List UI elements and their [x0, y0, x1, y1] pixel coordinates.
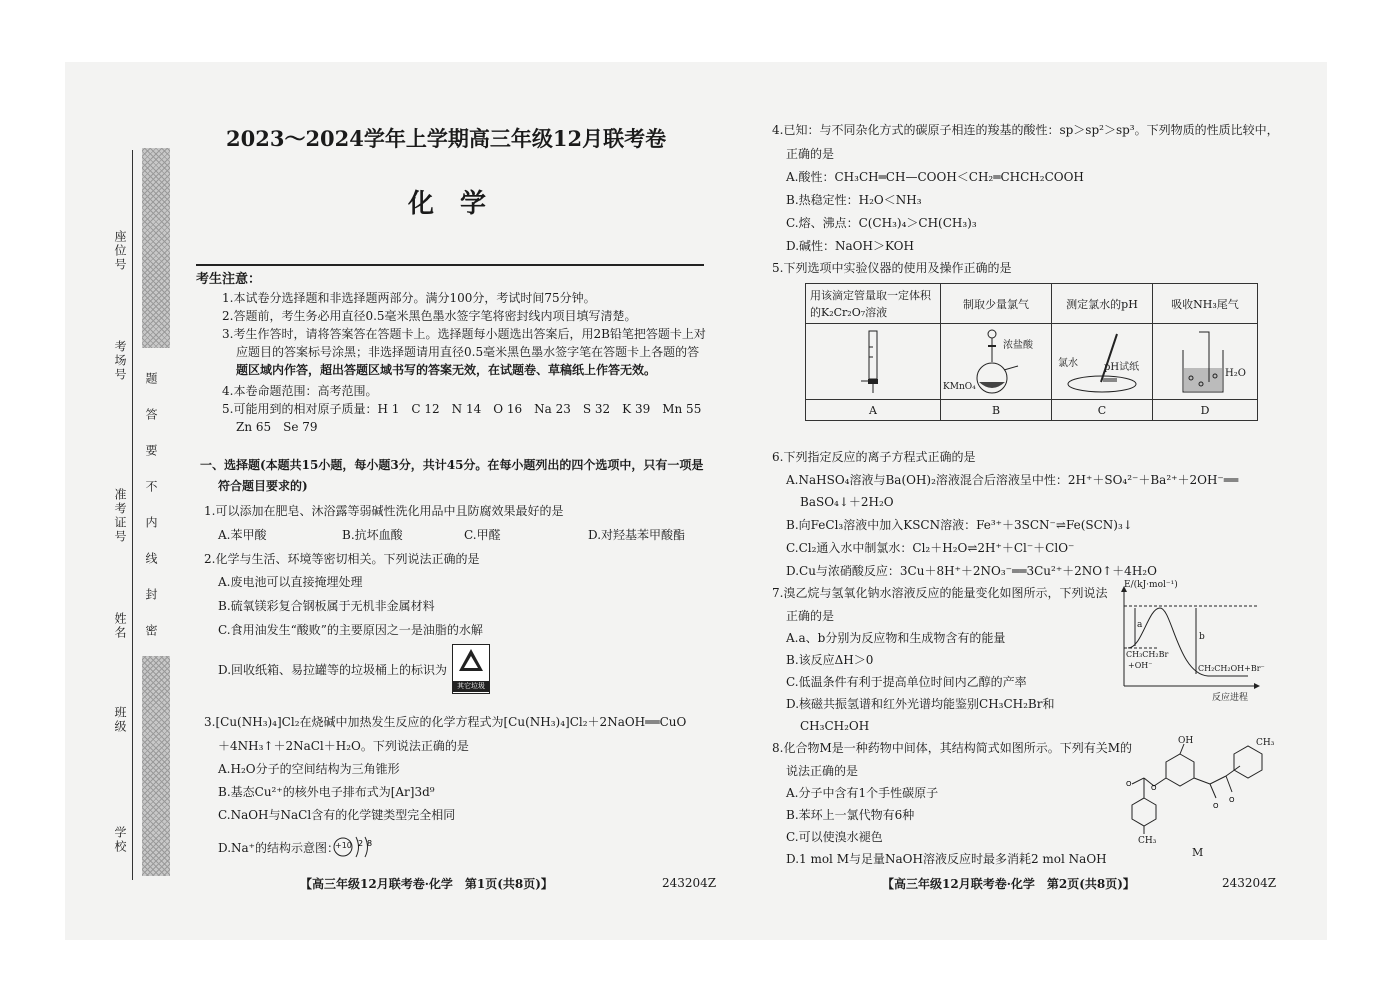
reaction-coordinate-label: 反应进程	[1212, 693, 1249, 703]
energy-label-b: b	[1199, 632, 1205, 642]
seal-char: 线	[144, 552, 158, 566]
footer-left-text: 【高三年级12月联考卷·化学 第1页(共8页)】	[300, 877, 553, 891]
q4-option-d: D.碱性：NaOH＞KOH	[786, 239, 914, 253]
q1-stem: 1.可以添加在肥皂、沐浴露等弱碱性洗化用品中且防腐效果最好的是	[204, 504, 564, 518]
q7-option-d-1: D.核磁共振氢谱和红外光谱均能鉴别CH₃CH₂Br和	[786, 697, 1055, 711]
q5-label-a: A	[806, 400, 941, 421]
energy-axis-label: E/(kJ·mol⁻¹)	[1124, 580, 1178, 590]
name-label: 姓名	[113, 612, 127, 640]
q7-stem-2: 正确的是	[786, 609, 835, 623]
logo-text: 其它垃圾	[453, 681, 489, 692]
na-ion-structure-diagram	[332, 834, 380, 864]
q5-chlorine-apparatus	[941, 324, 1052, 400]
seal-char: 封	[144, 588, 158, 602]
q8-stem-2: 说法正确的是	[786, 764, 859, 778]
burette-icon	[853, 327, 893, 397]
q8-option-b: B.苯环上一氯代物有6种	[786, 808, 915, 822]
notice-item: 2.答题前，考生务必用直径0.5毫米黑色墨水签字笔将密封线内项目填写清楚。	[222, 309, 637, 323]
notice-item: 题区域内作答，超出答题区域书写的答案无效，在试题卷、草稿纸上作答无效。	[236, 363, 657, 377]
q4-stem-1: 4.已知：与不同杂化方式的碳原子相连的羧基的酸性：sp＞sp²＞sp³。下列物质的性质比较中，	[772, 123, 1279, 137]
reactant-label-1: CH₃CH₂Br	[1126, 650, 1169, 659]
q1-option-d: D.对羟基苯甲酸酯	[588, 528, 686, 542]
header-divider	[196, 264, 704, 266]
q4-option-a: A.酸性：CH₃CH═CH—COOH＜CH₂═CHCH₂COOH	[786, 170, 1084, 184]
q6-option-c: C.Cl₂通入水中制氯水：Cl₂＋H₂O⇌2H⁺＋Cl⁻＋ClO⁻	[786, 541, 1075, 555]
energy-label-a: a	[1137, 620, 1143, 630]
chlorine-water-label: 氯水	[1058, 358, 1078, 369]
seal-char: 答	[144, 408, 158, 422]
seal-char: 不	[144, 480, 158, 494]
exam-title: 2023～2024学年上学期高三年级12月联考卷	[226, 126, 667, 151]
kmno4-label: KMnO₄	[943, 382, 976, 392]
q2-option-a: A.废电池可以直接掩埋处理	[218, 575, 363, 589]
q1-option-c: C.甲醛	[464, 528, 501, 542]
q3-stem-1: 3.[Cu(NH₃)₄]Cl₂在烧碱中加热发生反应的化学方程式为[Cu(NH₃)₄]Cl₂＋2NaOH══CuO	[204, 715, 687, 729]
q7-option-d-2: CH₃CH₂OH	[800, 719, 870, 733]
q1-option-b: B.抗坏血酸	[342, 528, 403, 542]
q2-option-c: C.食用油发生“酸败”的主要原因之一是油脂的水解	[218, 623, 483, 637]
svg-text:O: O	[1213, 802, 1219, 810]
admission-no-label: 准考证号	[113, 488, 127, 544]
q8-option-c: C.可以使溴水褪色	[786, 830, 883, 844]
q5-label-b: B	[941, 400, 1052, 421]
q5-burette-image	[806, 324, 941, 400]
q3-option-d: D.Na⁺的结构示意图：	[218, 841, 339, 855]
seal-char: 要	[144, 444, 158, 458]
seal-char: 密	[144, 624, 158, 638]
exam-room-label: 考场号	[113, 340, 127, 382]
q7-option-c: C.低温条件有利于提高单位时间内乙醇的产率	[786, 675, 1027, 689]
product-label: CH₂CH₂OH+Br⁻	[1198, 664, 1265, 673]
water-label: H₂O	[1225, 368, 1246, 379]
q2-option-d: D.回收纸箱、易拉罐等的垃圾桶上的标识为	[218, 663, 448, 677]
q3-option-b: B.基态Cu²⁺的核外电子排布式为[Ar]3d⁹	[218, 785, 435, 799]
nucleus-charge: +10	[335, 841, 352, 850]
reactant-label-2: +OH⁻	[1128, 661, 1153, 670]
q6-option-d: D.Cu与浓硝酸反应：3Cu＋8H⁺＋2NO₃⁻══3Cu²⁺＋2NO↑＋4H₂O	[786, 564, 1157, 578]
notice-heading: 考生注意：	[196, 272, 262, 287]
seal-char: 内	[144, 516, 158, 530]
q6-option-b: B.向FeCl₃溶液中加入KSCN溶液：Fe³⁺＋3SCN⁻⇌Fe(SCN)₃↓	[786, 518, 1133, 532]
notice-item: 4.本卷命题范围：高考范围。	[222, 384, 378, 398]
q1-option-a: A.苯甲酸	[218, 528, 267, 542]
svg-text:O: O	[1151, 784, 1157, 792]
footer-right-text: 【高三年级12月联考卷·化学 第2页(共8页)】	[882, 877, 1135, 891]
ch3-bottom-label: CH₃	[1138, 836, 1157, 846]
q5-header-b: 制取少量氯气	[941, 284, 1052, 324]
q5-header-c: 测定氯水的pH	[1052, 284, 1153, 324]
footer-left-code: 243204Z	[662, 876, 717, 890]
svg-text:2: 2	[358, 839, 364, 848]
section-heading-2: 符合题目要求的)	[218, 479, 308, 493]
seal-strip-text-area	[142, 348, 170, 656]
q5-label-d: D	[1153, 400, 1258, 421]
notice-item: 5.可能用到的相对原子质量：H 1 C 12 N 14 O 16 Na 23 S 32 K 39 Mn 55	[222, 402, 702, 416]
q7-option-b: B.该反应ΔH＞0	[786, 653, 874, 667]
q5-label-c: C	[1052, 400, 1153, 421]
compound-m-label: M	[1192, 846, 1204, 859]
q3-option-a: A.H₂O分子的空间结构为三角锥形	[218, 762, 400, 776]
q4-stem-2: 正确的是	[786, 147, 835, 161]
notice-item: Zn 65 Se 79	[236, 420, 318, 434]
q5-ph-apparatus	[1052, 324, 1153, 400]
svg-text:O: O	[1126, 780, 1132, 788]
compound-m-structure	[1120, 736, 1280, 862]
subject-title: 化学	[408, 189, 513, 219]
q3-stem-2: ＋4NH₃↑＋2NaCl＋H₂O。下列说法正确的是	[218, 739, 469, 753]
q6-option-a-2: BaSO₄↓＋2H₂O	[800, 495, 894, 509]
class-label: 班级	[113, 706, 127, 734]
q8-option-d: D.1 mol M与足量NaOH溶液反应时最多消耗2 mol NaOH	[786, 852, 1107, 866]
notice-item: 应题目的答案标号涂黑；非选择题请用直径0.5毫米黑色墨水签字笔在答题卡上各题的答	[236, 345, 700, 359]
q5-stem: 5.下列选项中实验仪器的使用及操作正确的是	[772, 261, 1012, 275]
q2-stem: 2.化学与生活、环境等密切相关。下列说法正确的是	[204, 552, 480, 566]
oh-label: OH	[1178, 736, 1194, 746]
ch3-top-label: CH₃	[1256, 738, 1275, 748]
svg-text:8: 8	[367, 839, 373, 848]
binding-line	[132, 150, 133, 880]
seat-no-label: 座位号	[113, 230, 127, 272]
ph-paper-label: pH试纸	[1104, 362, 1140, 373]
q8-option-a: A.分子中含有1个手性碳原子	[786, 786, 939, 800]
recycle-logo-icon	[452, 644, 490, 694]
energy-diagram	[1118, 580, 1268, 703]
q7-option-a: A.a、b分别为反应物和生成物含有的能量	[786, 631, 1006, 645]
seal-char: 题	[144, 372, 158, 386]
notice-item: 3.考生作答时，请将答案答在答题卡上。选择题每小题选出答案后，用2B铅笔把答题卡上对	[222, 327, 706, 341]
q6-stem: 6.下列指定反应的离子方程式正确的是	[772, 450, 976, 464]
q8-stem-1: 8.化合物M是一种药物中间体，其结构简式如图所示。下列有关M的	[772, 741, 1133, 755]
q3-option-c: C.NaOH与NaCl含有的化学键类型完全相同	[218, 808, 456, 822]
q4-option-c: C.熔、沸点：C(CH₃)₄＞CH(CH₃)₃	[786, 216, 977, 230]
svg-text:O: O	[1229, 796, 1235, 804]
q4-option-b: B.热稳定性：H₂O＜NH₃	[786, 193, 922, 207]
school-label: 学校	[113, 826, 127, 854]
footer-right-code: 243204Z	[1222, 876, 1277, 890]
beaker-icon	[1165, 326, 1245, 398]
q6-option-a-1: A.NaHSO₄溶液与Ba(OH)₂溶液混合后溶液呈中性：2H⁺＋SO₄²⁻＋Ba²⁺＋2OH⁻══	[786, 473, 1239, 487]
conc-hcl-label: 浓盐酸	[1003, 340, 1033, 351]
q7-stem-1: 7.溴乙烷与氢氧化钠水溶液反应的能量变化如图所示，下列说法	[772, 586, 1108, 600]
notice-item: 1.本试卷分选择题和非选择题两部分。满分100分，考试时间75分钟。	[222, 291, 596, 305]
q5-header-d: 吸收NH₃尾气	[1153, 284, 1258, 324]
q2-option-b: B.硫氧镁彩复合钢板属于无机非金属材料	[218, 599, 435, 613]
section-heading: 一、选择题(本题共15小题，每小题3分，共计45分。在每小题列出的四个选项中，只有一项是	[200, 458, 704, 472]
q5-header-a: 用该滴定管量取一定体积的K₂Cr₂O₇溶液	[806, 284, 941, 324]
q5-apparatus-table	[805, 283, 1258, 421]
q5-absorb-apparatus	[1153, 324, 1258, 400]
